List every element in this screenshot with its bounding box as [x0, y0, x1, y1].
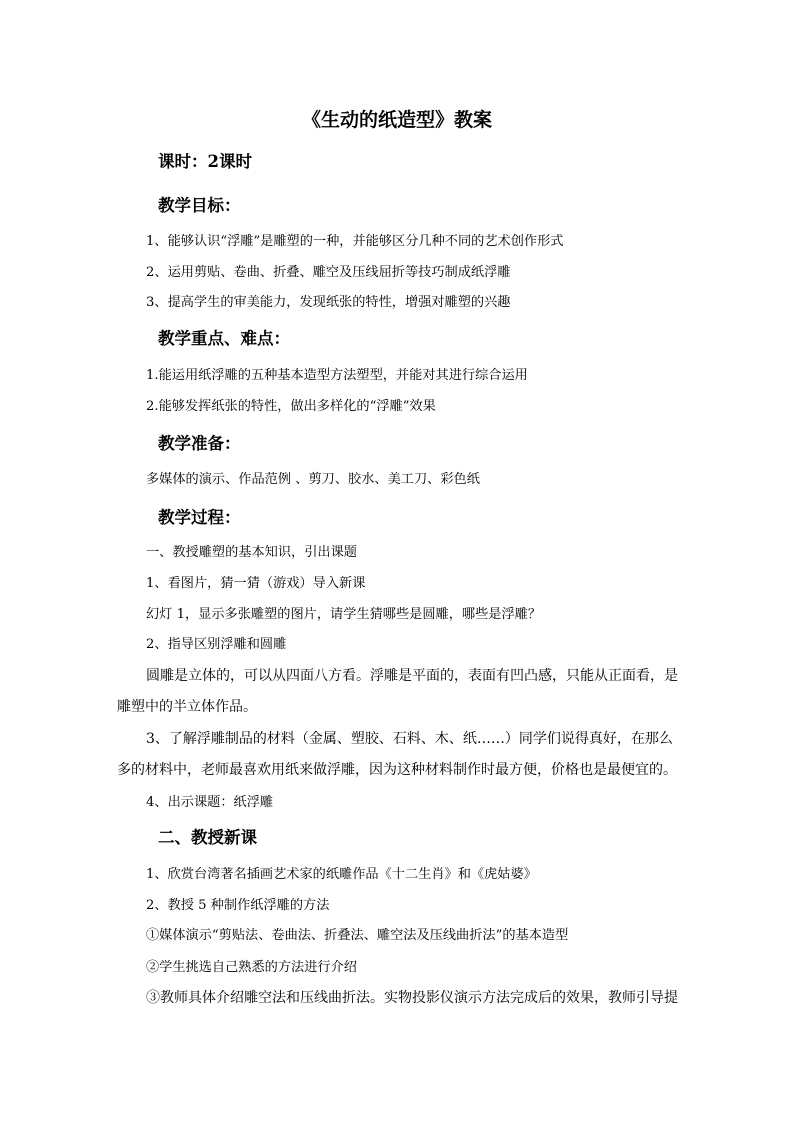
process-heading: 教学过程：: [158, 508, 241, 527]
process-line: 3、了解浮雕制品的材料（金属、塑胶、石料、木、纸……）同学们说得真好，在那么: [146, 731, 673, 747]
process-line: 圆雕是立体的，可以从四面八方看。浮雕是平面的，表面有凹凸感，只能从正面看，是: [146, 668, 678, 684]
class-hours: 课时：2课时: [158, 152, 252, 171]
process-line: 雕塑中的半立体作品。: [117, 699, 257, 715]
preparation-heading: 教学准备：: [158, 434, 241, 453]
process-line: 2、指导区别浮雕和圆雕: [146, 637, 287, 652]
process-line: 幻灯 1，显示多张雕塑的图片，请学生猜哪些是圆雕，哪些是浮雕？: [146, 607, 542, 622]
goal-item-2: 2、运用剪贴、卷曲、折叠、雕空及压线屈折等技巧制成纸浮雕: [146, 265, 511, 280]
key-points-heading: 教学重点、难点：: [158, 329, 290, 348]
goal-item-3: 3、提高学生的审美能力，发现纸张的特性，增强对雕塑的兴趣: [146, 295, 511, 310]
goals-heading: 教学目标：: [158, 196, 241, 215]
goal-item-1: 1、能够认识“浮雕”是雕塑的一种，并能够区分几种不同的艺术创作形式: [146, 234, 564, 249]
process-line: 1、看图片，猜一猜（游戏）导入新课: [146, 576, 366, 591]
process-line: 多的材料中，老师最喜欢用纸来做浮雕，因为这种材料制作时最方便，价格也是最便宜的。: [117, 762, 677, 778]
document-title: 《生动的纸造型》教案: [301, 109, 492, 131]
process-line: 一、教授雕塑的基本知识，引出课题: [146, 545, 357, 560]
key-point-item-1: 1.能运用纸浮雕的五种基本造型方法塑型，并能对其进行综合运用: [146, 368, 528, 383]
section2-heading: 二、教授新课: [158, 828, 257, 847]
preparation-text: 多媒体的演示、作品范例 、剪刀、胶水、美工刀、彩色纸: [146, 472, 480, 487]
section2-line: 1、欣赏台湾著名插画艺术家的纸雕作品《十二生肖》和《虎姑婆》: [146, 867, 537, 882]
section2-line: ①媒体演示“剪贴法、卷曲法、折叠法、雕空法及压线曲折法”的基本造型: [146, 928, 569, 943]
section2-line: 2、教授 5 种制作纸浮雕的方法: [146, 898, 330, 913]
section2-line: ③教师具体介绍雕空法和压线曲折法。实物投影仪演示方法完成后的效果，教师引导提: [146, 990, 678, 1006]
section2-line: ②学生挑选自己熟悉的方法进行介绍: [146, 960, 357, 975]
key-point-item-2: 2.能够发挥纸张的特性，做出多样化的“浮雕”效果: [146, 399, 436, 414]
process-line: 4、出示课题：纸浮雕: [146, 795, 274, 810]
